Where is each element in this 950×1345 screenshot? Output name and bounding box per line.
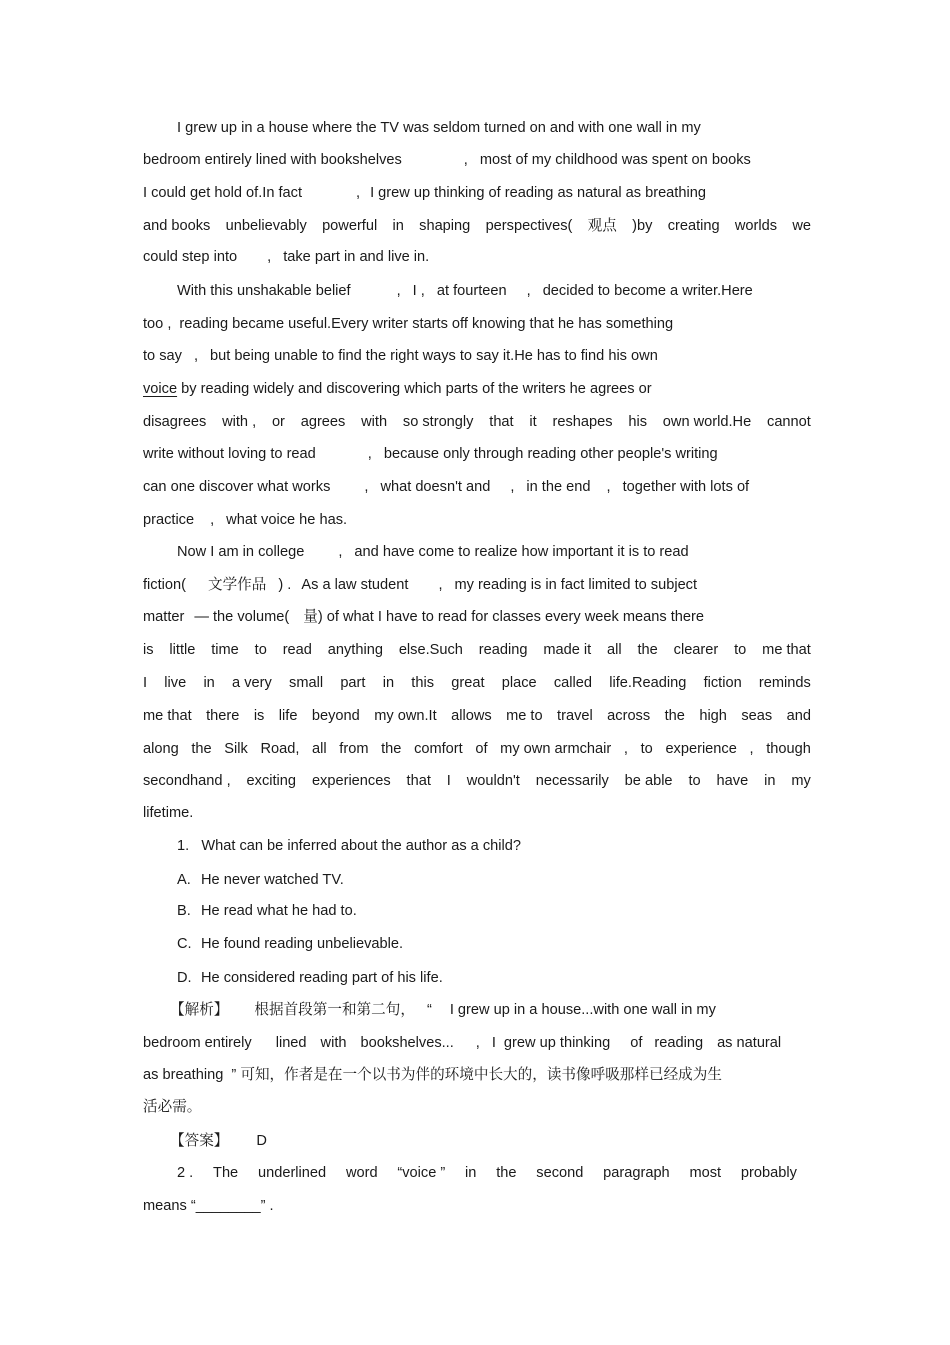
- analysis-line-1: [170, 1000, 811, 1020]
- option-a[interactable]: [177, 870, 811, 890]
- text: reading: [654, 1035, 704, 1051]
- text: reshapes: [552, 414, 613, 430]
- option-text: He read what he had to.: [201, 903, 357, 919]
- text: worlds: [734, 218, 778, 234]
- text: seas: [741, 708, 773, 724]
- text: word: [345, 1165, 378, 1181]
- text: I: [143, 675, 148, 691]
- text: life: [278, 708, 298, 724]
- text: and: [786, 708, 811, 724]
- text: exciting: [246, 773, 297, 789]
- text: 量: [303, 609, 318, 625]
- text: practice: [143, 512, 195, 528]
- text: experience: [665, 741, 737, 757]
- analysis-label: 【解析】: [170, 1002, 229, 1018]
- text: is: [253, 708, 265, 724]
- option-text: He never watched TV.: [201, 872, 344, 888]
- passage-p3-line-2: [143, 575, 811, 595]
- text: me to: [506, 708, 543, 724]
- text: fiction(: [143, 577, 186, 593]
- text: ,: [338, 544, 343, 560]
- question-1-stem: [177, 836, 811, 856]
- text: As a law student: [301, 577, 409, 593]
- text: so strongly: [402, 414, 474, 430]
- text: probably: [740, 1165, 797, 1181]
- text: in: [465, 1165, 477, 1181]
- text: unbelievably: [225, 218, 307, 234]
- text: called: [553, 675, 593, 691]
- text: I grew up in a house...with one wall in my: [449, 1002, 716, 1018]
- underlined-word-voice: voice: [143, 381, 178, 397]
- text: in: [382, 675, 395, 691]
- text: time: [211, 642, 239, 658]
- text: together with lots of: [622, 479, 750, 495]
- passage-p3-line-9: [143, 803, 811, 823]
- passage-p3-line-3: [143, 607, 811, 627]
- text: )by: [632, 218, 653, 234]
- answer-value: D: [256, 1133, 267, 1149]
- passage-p3-line-5: [143, 673, 811, 693]
- passage-p1-line-2: [143, 150, 811, 170]
- text: great: [451, 675, 485, 691]
- text: 观点: [587, 218, 617, 234]
- text: by reading widely and discovering which parts of the writers he agrees or: [177, 381, 652, 397]
- text: my reading is in fact limited to subject: [454, 577, 698, 593]
- text: live: [164, 675, 187, 691]
- text: secondhand ,: [143, 773, 231, 789]
- text: be able: [624, 773, 673, 789]
- text: take part in and live in.: [283, 249, 430, 265]
- text: because only through reading other people's writing: [383, 446, 718, 462]
- text: in: [392, 218, 404, 234]
- passage-p2-line-7: [143, 477, 811, 497]
- question-2-stem-line-1: [177, 1163, 797, 1183]
- option-letter: C.: [177, 936, 192, 952]
- text: the: [637, 642, 658, 658]
- text: to: [688, 773, 701, 789]
- option-c[interactable]: [177, 934, 811, 954]
- text: ,: [367, 446, 372, 462]
- option-text: He considered reading part of his life.: [201, 970, 443, 986]
- text: Road,: [260, 741, 300, 757]
- text: me that: [143, 708, 192, 724]
- text: my: [791, 773, 811, 789]
- option-b[interactable]: [177, 901, 811, 921]
- text: to: [734, 642, 747, 658]
- text: high: [699, 708, 727, 724]
- text: allows: [451, 708, 492, 724]
- text: along: [143, 741, 179, 757]
- text: is: [143, 642, 154, 658]
- passage-p3-line-8: [143, 771, 811, 791]
- text: the: [381, 741, 402, 757]
- text: his: [628, 414, 647, 430]
- text: wouldn't: [466, 773, 520, 789]
- text: fiction: [703, 675, 742, 691]
- text: have: [716, 773, 749, 789]
- text: I grew up in a house where the TV was seldom turned on and with one wall in my: [177, 120, 701, 136]
- passage-p2-line-4: [143, 379, 811, 399]
- passage-p1-line-3: [143, 183, 811, 203]
- text: write without loving to read: [143, 446, 316, 462]
- text: ,: [606, 479, 611, 495]
- text: with: [361, 414, 388, 430]
- text: 根据首段第一和第二句，: [254, 1002, 415, 1018]
- text: ,: [356, 185, 361, 201]
- text: matter: [143, 609, 185, 625]
- text: my own armchair: [500, 741, 612, 757]
- text: life.Reading: [609, 675, 687, 691]
- text: travel: [557, 708, 593, 724]
- text: powerful: [322, 218, 378, 234]
- text: 活必需。: [143, 1099, 202, 1115]
- text: disagrees: [143, 414, 207, 430]
- text: ,: [267, 249, 272, 265]
- analysis-line-3: [143, 1065, 811, 1085]
- text: at fourteen: [436, 283, 507, 299]
- passage-p2-line-3: [143, 346, 811, 366]
- text: means “________” .: [143, 1198, 274, 1214]
- text: ,: [623, 741, 628, 757]
- text: own world.He: [662, 414, 752, 430]
- passage-p2-line-6: [143, 444, 811, 464]
- text: bedroom entirely: [143, 1035, 252, 1051]
- text: lifetime.: [143, 805, 194, 821]
- option-text: He found reading unbelievable.: [201, 936, 404, 952]
- text: bookshelves...: [360, 1035, 454, 1051]
- question-2-stem-line-2: [143, 1196, 811, 1216]
- text: anything: [327, 642, 383, 658]
- text: ,: [364, 479, 369, 495]
- text: decided to become a writer.Here: [542, 283, 753, 299]
- passage-p1-line-4: [143, 216, 811, 236]
- text: ,: [438, 577, 443, 593]
- text: beyond: [311, 708, 360, 724]
- text: ,: [749, 741, 754, 757]
- passage-p1-line-1: [177, 118, 811, 138]
- text: 1. What can be inferred about the author as a child?: [177, 838, 521, 854]
- text: I grew up thinking of reading as natural as breathing: [370, 185, 706, 201]
- text: in: [764, 773, 776, 789]
- text: ,: [475, 1035, 480, 1051]
- text: place: [501, 675, 537, 691]
- text: it: [529, 414, 537, 430]
- text: could step into: [143, 249, 238, 265]
- text: perspectives(: [485, 218, 573, 234]
- text: small: [289, 675, 324, 691]
- text: Now I am in college: [177, 544, 305, 560]
- text: ,: [396, 283, 401, 299]
- answer-line: [170, 1131, 811, 1151]
- option-letter: D.: [177, 970, 192, 986]
- passage-p3-line-4: [143, 640, 811, 660]
- text: or: [271, 414, 285, 430]
- passage-p2-line-8: [143, 510, 811, 530]
- text: all: [607, 642, 622, 658]
- text: the: [496, 1165, 517, 1181]
- option-d[interactable]: [177, 968, 811, 988]
- passage-p3-line-6: [143, 706, 811, 726]
- text: in: [203, 675, 215, 691]
- option-letter: B.: [177, 903, 191, 919]
- text: ) of what I have to read for classes every week means there: [317, 609, 704, 625]
- text: we: [792, 218, 811, 234]
- text: I could get hold of.In fact: [143, 185, 303, 201]
- text: a very: [232, 675, 272, 691]
- text: ,: [463, 152, 468, 168]
- text: “voice ”: [397, 1165, 446, 1181]
- text: agrees: [300, 414, 346, 430]
- text: ,: [526, 283, 531, 299]
- text: experiences: [311, 773, 391, 789]
- text: all: [312, 741, 327, 757]
- text: of: [475, 741, 488, 757]
- text: reading became useful.Every writer starts off knowing that he has something: [179, 316, 674, 332]
- passage-p2-line-5: [143, 412, 811, 432]
- text: grew up thinking: [503, 1035, 611, 1051]
- text: as breathing ” 可知，作者是在一个以书为伴的环境中长大的，读书像呼吸那样已经成为生: [143, 1067, 722, 1083]
- text: second: [536, 1165, 584, 1181]
- text: the: [191, 741, 212, 757]
- passage-p2-line-2: [143, 314, 811, 334]
- text: what voice he has.: [226, 512, 348, 528]
- text: I: [491, 1035, 496, 1051]
- text: “: [426, 1002, 432, 1018]
- passage-p3-line-7: [143, 739, 811, 759]
- text: with: [320, 1035, 347, 1051]
- text: ,: [510, 479, 515, 495]
- text: what doesn't and: [380, 479, 491, 495]
- passage-p1-line-5: [143, 247, 811, 267]
- text: of: [630, 1035, 643, 1051]
- text: most of my childhood was spent on books: [479, 152, 751, 168]
- text: part: [340, 675, 366, 691]
- text: necessarily: [535, 773, 609, 789]
- text: else.Such: [398, 642, 463, 658]
- text: to: [254, 642, 267, 658]
- text: underlined: [257, 1165, 327, 1181]
- text: ,: [210, 512, 215, 528]
- text: little: [169, 642, 196, 658]
- text: reading: [478, 642, 528, 658]
- text: that: [406, 773, 431, 789]
- text: too ,: [143, 316, 172, 332]
- text: there: [206, 708, 240, 724]
- text: paragraph: [603, 1165, 670, 1181]
- text: I ,: [412, 283, 425, 299]
- text: cannot: [767, 414, 811, 430]
- answer-label: 【答案】: [170, 1133, 229, 1149]
- option-letter: A.: [177, 872, 191, 888]
- text: across: [607, 708, 651, 724]
- analysis-line-2: [143, 1033, 795, 1053]
- text: clearer: [673, 642, 719, 658]
- text: to: [640, 741, 653, 757]
- text: 2 .: [177, 1165, 194, 1181]
- text: to say: [143, 348, 182, 364]
- text: creating: [667, 218, 720, 234]
- text: from: [339, 741, 369, 757]
- text: but being unable to find the right ways to say it.He has to find his own: [210, 348, 658, 364]
- text: 文学作品: [207, 577, 267, 593]
- text: ) .: [278, 577, 292, 593]
- text: as natural: [717, 1035, 782, 1051]
- analysis-line-4: [143, 1097, 811, 1117]
- text: Silk: [224, 741, 248, 757]
- text: shaping: [419, 218, 471, 234]
- text: With this unshakable belief: [177, 283, 351, 299]
- text: though: [766, 741, 811, 757]
- text: with ,: [222, 414, 257, 430]
- text: bedroom entirely lined with bookshelves: [143, 152, 402, 168]
- text: me that: [762, 642, 811, 658]
- text: that: [489, 414, 514, 430]
- text: I: [446, 773, 451, 789]
- text: comfort: [414, 741, 463, 757]
- text: The: [213, 1165, 239, 1181]
- text: the: [664, 708, 685, 724]
- passage-p2-line-1: [177, 281, 811, 301]
- text: and books: [143, 218, 211, 234]
- text: this: [411, 675, 435, 691]
- text: most: [689, 1165, 722, 1181]
- text: reminds: [758, 675, 811, 691]
- text: in the end: [526, 479, 591, 495]
- text: made it: [543, 642, 592, 658]
- passage-p3-line-1: [177, 542, 811, 562]
- text: and have come to realize how important it is to read: [354, 544, 689, 560]
- text: read: [282, 642, 312, 658]
- text: lined: [275, 1035, 307, 1051]
- text: can one discover what works: [143, 479, 331, 495]
- text: — the volume(: [194, 609, 290, 625]
- text: my own.It: [374, 708, 437, 724]
- text: ,: [193, 348, 198, 364]
